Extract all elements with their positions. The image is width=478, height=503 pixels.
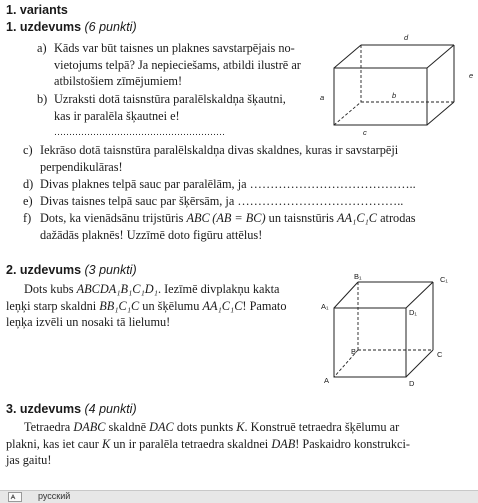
label-D1: D₁ [409,308,417,317]
face-name: BB₁C₁C [99,298,140,313]
triangle-condition: (AB = BC) [212,211,266,225]
task1-points: (6 punkti) [84,20,137,34]
body-text: ! Pamato [242,298,287,313]
question-label: c) [23,143,33,157]
face-name: DAC [149,420,174,434]
point-name: K [236,420,245,434]
body-line [6,419,472,436]
question-line: Divas taisnes telpā sauc par šķērsām, ja ………………………………….. [40,194,404,208]
question-text: un taisnstūris [265,211,338,225]
body-line: leņķa izvēli un nosaki tā lielumu! [6,315,171,329]
question-label: f) [23,211,32,225]
hidden-edge [334,102,361,125]
label-B1: B₁ [354,272,362,281]
task1-question-f [23,210,470,243]
task1-question-a [37,40,314,90]
front-face [334,68,427,125]
cube-figure [318,270,458,395]
body-text: plakni, kas iet caur [6,436,102,451]
task2-body [6,281,326,331]
edge [406,350,433,377]
task1-question-e [23,193,460,210]
edge [334,45,361,68]
task3-heading [6,402,137,416]
label-C1: C₁ [440,275,448,284]
variant-title: 1. variants [6,3,68,17]
question-label: b) [37,92,48,106]
label-c: c [363,128,367,137]
label-a: a [320,93,325,102]
front-face [334,308,406,377]
edge [427,45,454,68]
task2-heading [6,263,137,277]
body-text: . Konstruē tetraedra šķēlumu ar [244,420,400,434]
task1-heading [6,20,137,34]
question-line: perpendikulāras! [40,159,123,174]
question-label: d) [23,177,34,191]
answer-dots: ………………………………………………… [54,127,225,137]
task1-question-b [37,91,314,141]
triangle-name: ABC [186,211,210,225]
task1-question-c [23,142,460,175]
question-text: atrodas [377,211,416,225]
body-line [6,298,326,315]
task3-body [6,419,472,469]
task3-heading-text: 3. uzdevums [6,402,82,416]
body-line: jas gaitu! [6,453,52,467]
question-line [54,108,314,125]
body-text: un ir paralēla tetraedra skaldnei [110,436,272,451]
label-d: d [404,33,409,42]
section-name: AA₁C₁C [202,298,243,313]
body-line [6,436,472,453]
question-line: Uzraksti dotā taisnstūra paralēlskaldņa šķautni, [54,92,286,106]
body-line [6,281,326,298]
question-line: Kāds var būt taisnes un plaknes savstarpējais no- [54,41,295,55]
body-text: Dots kubs [24,282,77,296]
body-text: Tetraedra [24,420,74,434]
label-b: b [392,91,397,100]
tetrahedron-name: DABC [73,420,106,434]
task3-points: (4 punkti) [84,402,137,416]
translate-icon[interactable] [8,492,22,502]
question-line: dažādās plaknēs! Uzzīmē doto figūru attēlus! [40,227,263,242]
edge [334,282,358,308]
task1-heading-text: 1. uzdevums [6,20,82,34]
edge [406,282,433,308]
question-line: vietojums telpā? Ja nepieciešams, atbildi ilustrē ar [54,57,301,72]
body-text: un šķēlumu [139,298,203,313]
task2-heading-text: 2. uzdevums [6,263,82,277]
language-bar [0,490,478,503]
label-C: C [437,350,443,359]
language-label[interactable]: русский [38,491,71,501]
body-text: . Iezīmē divplakņu kakta [157,282,280,296]
label-A1: A₁ [321,302,329,311]
rectangle-name: AA₁C₁C [337,211,377,225]
question-line [40,210,470,227]
task2-points: (3 punkti) [84,263,137,277]
body-text: leņķi starp skaldni [6,298,100,313]
body-text: ! Paskaidro konstrukci- [295,436,410,451]
body-text: skaldnē [105,420,150,434]
question-label: a) [37,41,47,55]
body-text: dots punkts [173,420,237,434]
face-name: DAB [271,436,296,451]
question-text: Dots, ka vienādsānu trijstūris [40,211,187,225]
question-label: e) [23,194,33,208]
label-D: D [409,379,415,388]
question-line: Divas plaknes telpā sauc par paralēlām, ja ………………………………….. [40,177,416,191]
label-e: e [469,71,474,80]
question-line: Iekrāso dotā taisnstūra paralēlskaldņa divas skaldnes, kuras ir savstarpēji [40,143,399,157]
label-A: A [324,376,330,385]
question-text: kas ir paralēla šķautnei e! [54,108,180,123]
task1-question-d [23,176,460,193]
edge [427,102,454,125]
box-figure [316,30,476,142]
label-B: B [351,347,357,356]
cube-name: ABCDA₁B₁C₁D₁ [76,282,158,296]
question-line: atbilstošiem zīmējumiem! [54,74,183,88]
point-name: K [101,436,111,451]
